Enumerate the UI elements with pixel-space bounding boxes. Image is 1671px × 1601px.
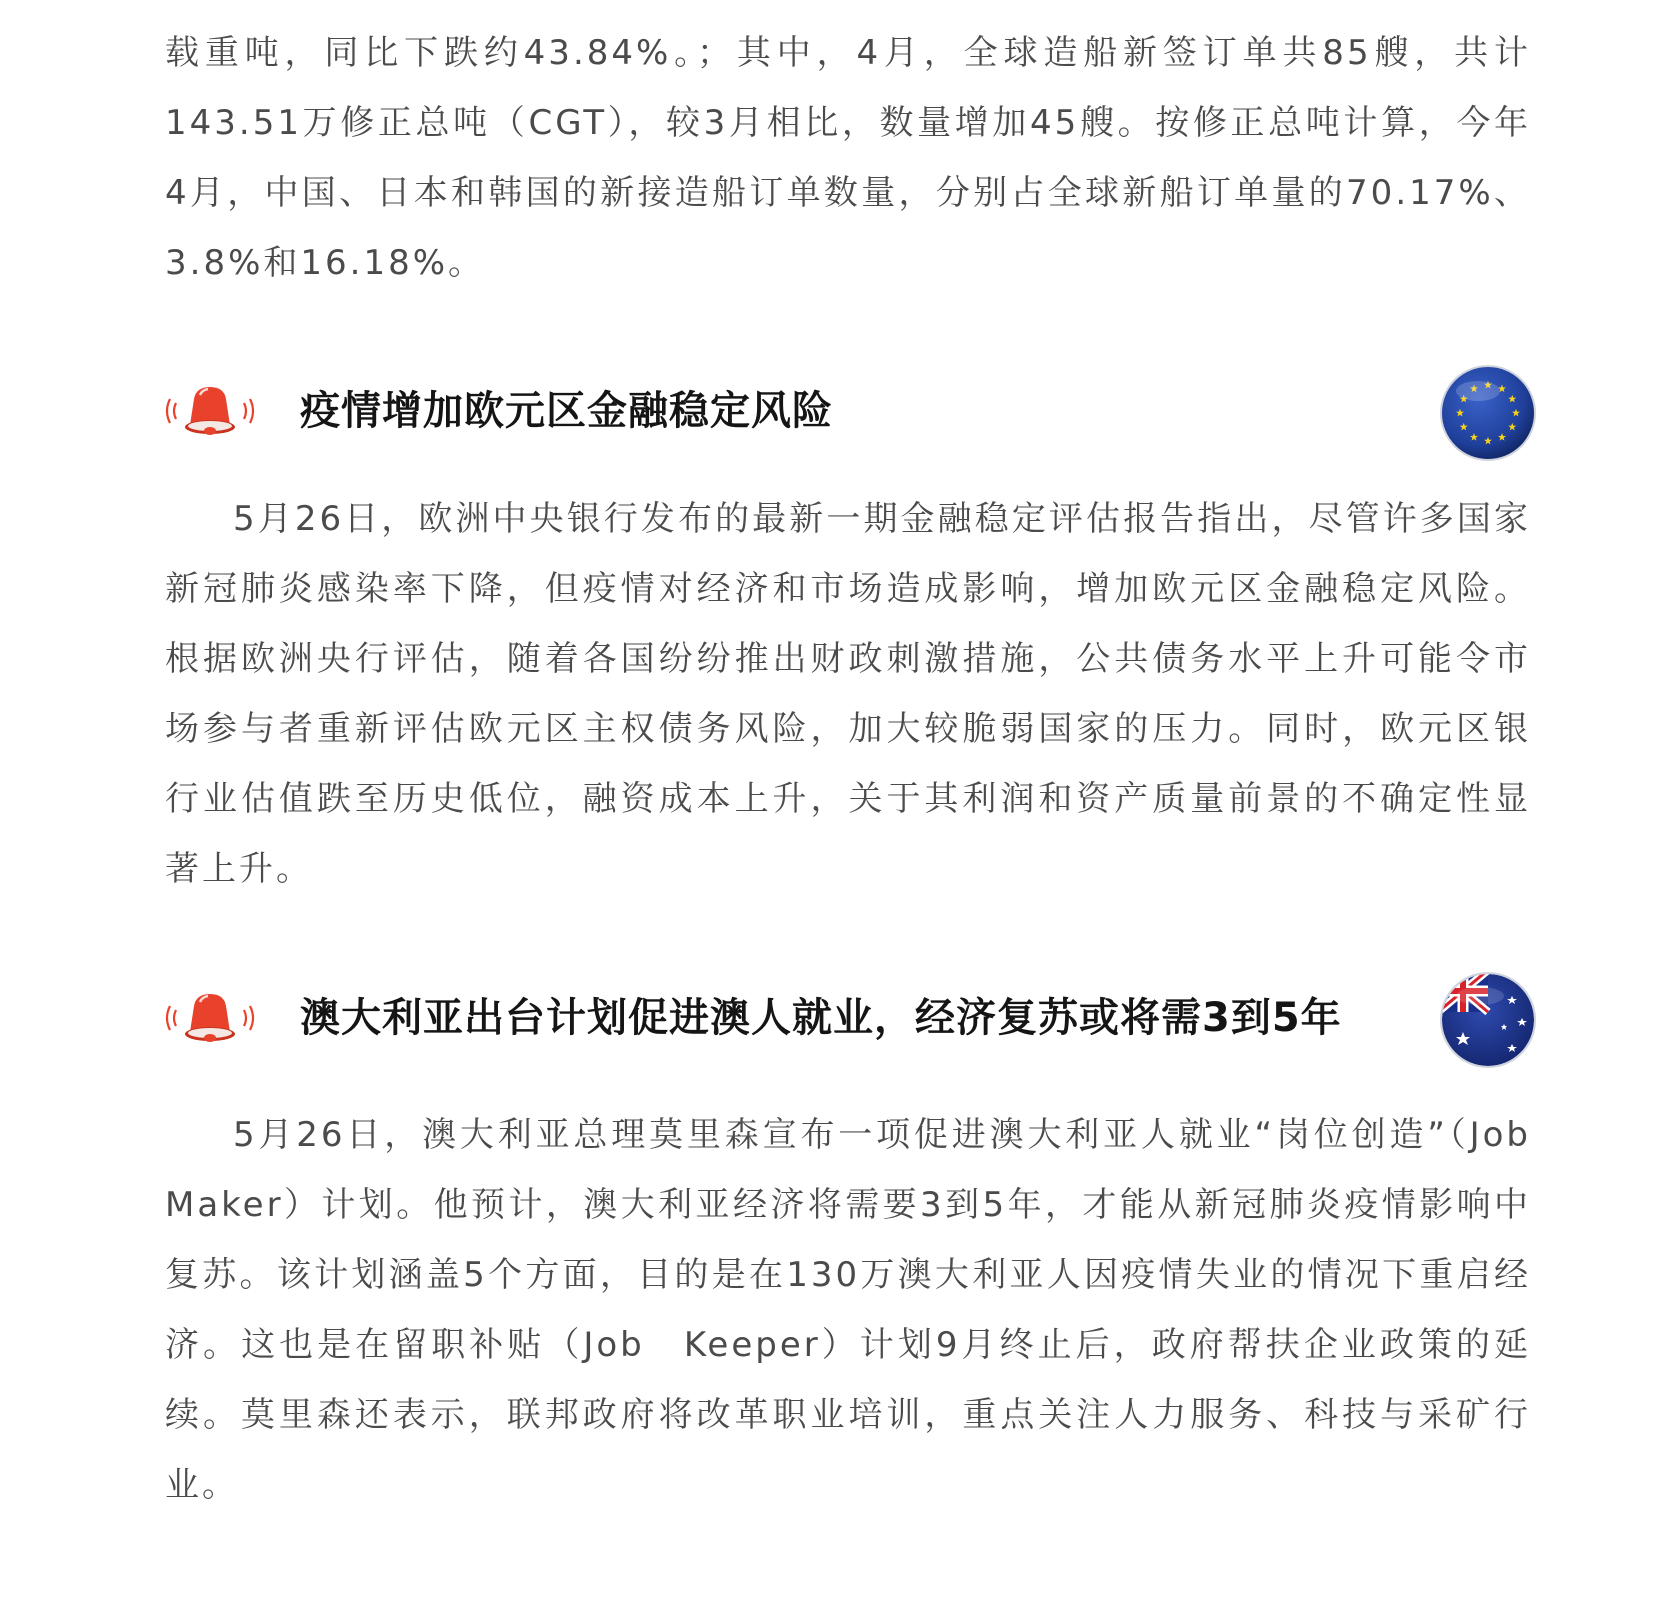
eu-flag-icon <box>1438 363 1538 463</box>
australia-flag-icon <box>1438 970 1538 1070</box>
section-header-australia <box>160 970 1538 1070</box>
section-headline: 疫情增加欧元区金融稳定风险 <box>300 388 833 434</box>
section-paragraph-australia: 5月26日，澳大利亚总理莫里森宣布一项促进澳大利亚人就业“岗位创造”（Job Maker）计划。他预计，澳大利亚经济将需要3到5年，才能从新冠肺炎疫情影响中复苏。该计划涵盖5个方面，目的是在130万澳大利亚人因疫情失业的情况下重启经济。这也是在留职补贴（Job Keeper）计划9月终止后，政府帮扶企业政策的延续。莫里森还表示，联邦政府将改革职业培训，重点关注人力服务、科技与采矿行业。 <box>165 1115 1568 1505</box>
section-headline: 澳大利亚出台计划促进澳人就业，经济复苏或将需3到5年 <box>300 995 1342 1041</box>
section-header-eu <box>160 363 1538 463</box>
alarm-bell-icon <box>160 986 260 1050</box>
intro-paragraph: 载重吨，同比下跌约43.84%。；其中，4月，全球造船新签订单共85艘，共计143.51万修正总吨（CGT），较3月相比，数量增加45艘。按修正总吨计算，今年4月，中国、日本和韩国的新接造船订单数量，分别占全球新船订单量的70.17%、3.8%和16.18%。 <box>165 33 1531 283</box>
alarm-bell-icon <box>160 379 260 443</box>
section-paragraph-eu: 5月26日，欧洲中央银行发布的最新一期金融稳定评估报告指出，尽管许多国家新冠肺炎感染率下降，但疫情对经济和市场造成影响，增加欧元区金融稳定风险。根据欧洲央行评估，随着各国纷纷推出财政刺激措施，公共债务水平上升可能令市场参与者重新评估欧元区主权债务风险，加大较脆弱国家的压力。同时，欧元区银行业估值跌至历史低位，融资成本上升，关于其利润和资产质量前景的不确定性显著上升。 <box>165 499 1531 889</box>
